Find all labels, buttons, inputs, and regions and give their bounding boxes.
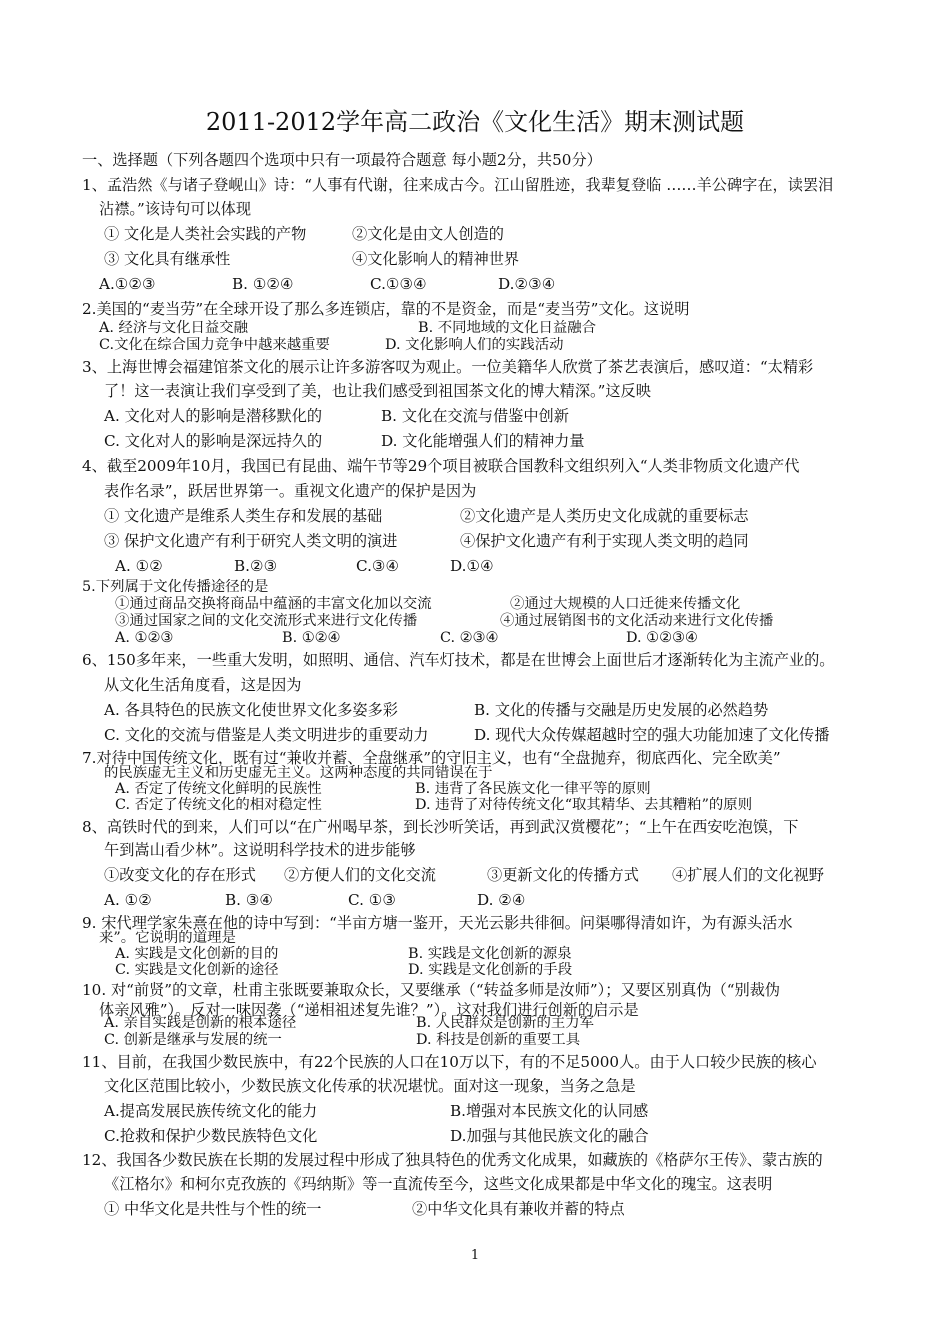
q4-statement-1: ① 文化遗产是维系人类生存和发展的基础	[104, 507, 383, 525]
q9-option-c: C. 实践是文化创新的途径	[115, 962, 279, 978]
q10-option-b: B. 人民群众是创新的主力军	[416, 1015, 595, 1031]
q3-option-c: C. 文化对人的影响是深远持久的	[104, 432, 323, 450]
q6-stem-cont: 从文化生活角度看，这是因为	[104, 676, 302, 694]
q1-statement-1: ① 文化是人类社会实践的产物	[104, 225, 307, 243]
q3-option-a: A. 文化对人的影响是潜移默化的	[104, 407, 323, 425]
q2-stem: 2.美国的“麦当劳”在全球开设了那么多连锁店，靠的不是资金，而是“麦当劳”文化。这说明	[82, 300, 690, 318]
q1-stem-cont: 沾襟。”该诗句可以体现	[99, 200, 252, 218]
q6-option-d: D. 现代大众传媒超越时空的强大功能加速了文化传播	[474, 726, 830, 744]
q5-statement-2: ②通过大规模的人口迁徙来传播文化	[510, 596, 741, 612]
q11-option-d: D.加强与其他民族文化的融合	[450, 1127, 649, 1145]
q9-stem: 9. 宋代理学家朱熹在他的诗中写到：“半亩方塘一鉴开，天光云影共徘徊。问渠哪得清如许，为有源头活水	[82, 914, 793, 932]
q11-option-b: B.增强对本民族文化的认同感	[450, 1102, 649, 1120]
q8-stem: 8、高铁时代的到来，人们可以“在广州喝早茶，到长沙听笑话，再到武汉赏樱花”；“上午在西安吃泡馍，下	[82, 818, 799, 836]
q6-stem: 6、150多年来，一些重大发明，如照明、通信、汽车灯技术，都是在世博会上面世后才逐渐转化为主流产业的。	[82, 651, 835, 669]
q6-option-a: A. 各具特色的民族文化使世界文化多姿多彩	[104, 701, 398, 719]
q9-option-a: A. 实践是文化创新的目的	[115, 946, 279, 962]
q3-option-b: B. 文化在交流与借鉴中创新	[381, 407, 569, 425]
q8-option-a: A. ①②	[104, 891, 152, 909]
q5-option-a: A. ①②③	[115, 630, 174, 646]
q4-option-a: A. ①②	[115, 557, 163, 575]
q12-stem: 12、我国各少数民族在长期的发展过程中形成了独具特色的优秀文化成果，如藏族的《格萨尔王传》、蒙古族的	[82, 1151, 823, 1169]
q1-option-a: A.①②③	[99, 275, 156, 293]
q10-option-c: C. 创新是继承与发展的统一	[104, 1032, 282, 1048]
q9-option-b: B. 实践是文化创新的源泉	[408, 946, 572, 962]
q5-option-b: B. ①②④	[282, 630, 341, 646]
q1-statement-3: ③ 文化具有继承性	[104, 250, 231, 268]
q1-option-c: C.①③④	[370, 275, 427, 293]
q5-stem: 5.下列属于文化传播途径的是	[82, 579, 269, 595]
q10-stem: 10. 对“前贤”的文章，杜甫主张既要兼取众长，又要继承（“转益多师是汝师”）；又要区别真伪（“别裁伪	[82, 981, 781, 999]
q1-statement-2: ②文化是由文人创造的	[352, 225, 504, 243]
q7-option-c: C. 否定了传统文化的相对稳定性	[115, 797, 322, 813]
q8-option-b: B. ③④	[225, 891, 274, 909]
q8-statement-2: ②方便人们的文化交流	[284, 866, 436, 884]
q1-stem: 1、孟浩然《与诸子登岘山》诗：“人事有代谢，往来成古今。江山留胜迹，我辈复登临 ……羊公碑字在，读罢泪	[82, 176, 834, 194]
q5-option-c: C. ②③④	[440, 630, 499, 646]
q5-statement-4: ④通过展销图书的文化活动来进行文化传播	[500, 613, 774, 629]
q8-statement-1: ①改变文化的存在形式	[104, 866, 256, 884]
q4-option-c: C.③④	[356, 557, 400, 575]
q9-option-d: D. 实践是文化创新的手段	[408, 962, 573, 978]
q4-statement-4: ④保护文化遗产有利于实现人类文明的趋同	[460, 532, 749, 550]
q4-option-b: B.②③	[234, 557, 278, 575]
q8-option-c: C. ①③	[348, 891, 396, 909]
q4-stem: 4、截至2009年10月，我国已有昆曲、端午节等29个项目被联合国教科文组织列入“人类非物质文化遗产代	[82, 457, 800, 475]
q5-statement-1: ①通过商品交换将商品中蕴涵的丰富文化加以交流	[115, 596, 432, 612]
q8-option-d: D. ②④	[477, 891, 526, 909]
q5-option-d: D. ①②③④	[626, 630, 698, 646]
q11-option-a: A.提高发展民族传统文化的能力	[104, 1102, 318, 1120]
q4-stem-cont: 表作名录”，跃居世界第一。重视文化遗产的保护是因为	[104, 482, 477, 500]
q1-option-b: B. ①②④	[232, 275, 294, 293]
q2-option-b: B. 不同地域的文化日益融合	[418, 320, 597, 336]
q2-option-d: D. 文化影响人们的实践活动	[385, 337, 564, 353]
q11-stem: 11、目前，在我国少数民族中，有22个民族的人口在10万以下，有的不足5000人。由于人口较少民族的核心	[82, 1053, 817, 1071]
q11-option-c: C.抢救和保护少数民族特色文化	[104, 1127, 318, 1145]
q7-stem-cont: 的民族虚无主义和历史虚无主义。这两种态度的共同错误在于	[104, 765, 493, 781]
q2-option-a: A. 经济与文化日益交融	[99, 320, 249, 336]
q10-option-a: A. 亲自实践是创新的根本途径	[104, 1015, 297, 1031]
q4-statement-2: ②文化遗产是人类历史文化成就的重要标志	[460, 507, 749, 525]
q11-stem-cont: 文化区范围比较小，少数民族文化传承的状况堪忧。面对这一现象，当务之急是	[104, 1077, 636, 1095]
q2-option-c: C.文化在综合国力竞争中越来越重要	[99, 337, 330, 353]
q5-statement-3: ③通过国家之间的文化交流形式来进行文化传播	[115, 613, 418, 629]
q8-stem-cont: 午到嵩山看少林”。这说明科学技术的进步能够	[104, 841, 416, 859]
q10-stem-cont: 体亲风雅”）。反对一味因袭（“递相祖述复先谁？”）。这对我们进行创新的启示是	[99, 1001, 639, 1019]
q6-option-b: B. 文化的传播与交融是历史发展的必然趋势	[474, 701, 769, 719]
q8-statement-4: ④扩展人们的文化视野	[672, 866, 824, 884]
page-title: 2011-2012学年高二政治《文化生活》期末测试题	[205, 108, 745, 136]
page-number: 1	[470, 1248, 480, 1263]
q4-option-d: D.①④	[450, 557, 494, 575]
q6-option-c: C. 文化的交流与借鉴是人类文明进步的重要动力	[104, 726, 429, 744]
q1-option-d: D.②③④	[498, 275, 556, 293]
q3-option-d: D. 文化能增强人们的精神力量	[381, 432, 585, 450]
q9-stem-cont: 来”。它说明的道理是	[99, 930, 236, 946]
q7-option-d: D. 违背了对待传统文化“取其精华、去其糟粕”的原则	[415, 797, 753, 813]
q1-statement-4: ④文化影响人的精神世界	[352, 250, 520, 268]
q7-option-a: A. 否定了传统文化鲜明的民族性	[115, 781, 322, 797]
q12-statement-2: ②中华文化具有兼收并蓄的特点	[412, 1200, 625, 1218]
section-heading: 一、选择题（下列各题四个选项中只有一项最符合题意 每小题2分，共50分）	[82, 151, 602, 169]
q3-stem: 3、上海世博会福建馆茶文化的展示让许多游客叹为观止。一位美籍华人欣赏了茶艺表演后，感叹道：“太精彩	[82, 358, 814, 376]
q4-statement-3: ③ 保护文化遗产有利于研究人类文明的演进	[104, 532, 398, 550]
q12-stem-cont: 《江格尔》和柯尔克孜族的《玛纳斯》等一直流传至今，这些文化成果都是中华文化的瑰宝。这表明	[104, 1175, 773, 1193]
q3-stem-cont: 了！这一表演让我们享受到了美，也让我们感受到祖国茶文化的博大精深。”这反映	[104, 382, 651, 400]
q10-option-d: D. 科技是创新的重要工具	[416, 1032, 581, 1048]
q12-statement-1: ① 中华文化是共性与个性的统一	[104, 1200, 322, 1218]
q7-option-b: B. 违背了各民族文化一律平等的原则	[415, 781, 651, 797]
q8-statement-3: ③更新文化的传播方式	[487, 866, 639, 884]
q7-stem: 7.对待中国传统文化，既有过“兼收并蓄、全盘继承”的守旧主义，也有“全盘抛弃，彻底西化、完全欧美”	[82, 749, 781, 767]
